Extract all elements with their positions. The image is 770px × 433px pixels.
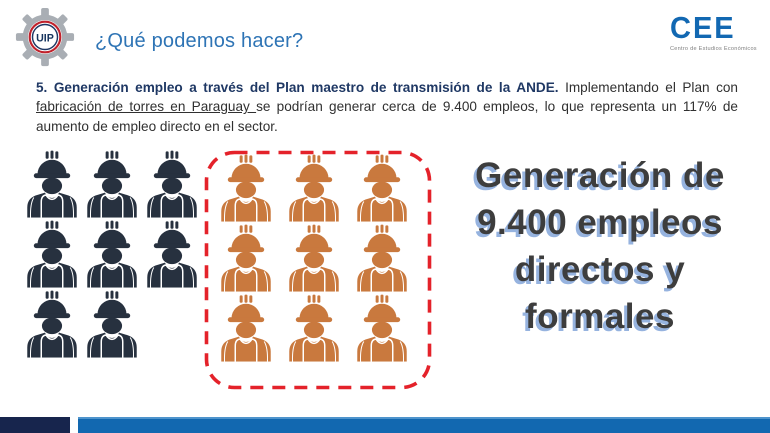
construction-worker-icon <box>354 154 410 222</box>
headline-line-4: formales <box>525 297 675 336</box>
headline-line-1: Generación de <box>475 156 725 195</box>
worker-row <box>218 224 410 292</box>
cee-logo-caption: Centro de Estudios Económicos <box>670 46 757 52</box>
construction-worker-icon <box>144 220 200 288</box>
construction-worker-icon <box>24 220 80 288</box>
slide-title: ¿Qué podemos hacer? <box>95 30 304 52</box>
construction-worker-icon <box>84 220 140 288</box>
construction-worker-icon <box>84 150 140 218</box>
paragraph-rest: se podrían generar cerca de 9.400 empleos, lo que representa un 117% de aumento de empleo directo en el sector. <box>36 99 738 134</box>
construction-worker-icon <box>354 224 410 292</box>
worker-row <box>218 294 410 362</box>
construction-worker-icon <box>218 294 274 362</box>
orange-workers-group <box>218 154 410 364</box>
footer-navy-bar <box>0 417 70 433</box>
cee-logo <box>670 11 757 52</box>
headline <box>433 152 767 340</box>
worker-row <box>24 220 200 288</box>
paragraph-mid: Implementando el Plan con <box>558 80 738 95</box>
worker-row <box>24 290 200 358</box>
uip-logo-text: UIP <box>36 32 54 45</box>
construction-worker-icon <box>286 224 342 292</box>
construction-worker-icon <box>24 150 80 218</box>
construction-worker-icon <box>286 154 342 222</box>
paragraph-underlined: fabricación de torres en Paraguay <box>36 99 257 115</box>
construction-worker-icon <box>218 154 274 222</box>
headline-line-3: directos y <box>514 250 686 289</box>
footer-blue-bar <box>78 417 770 433</box>
worker-row <box>24 150 200 218</box>
body-paragraph <box>36 78 738 136</box>
uip-gear-logo <box>14 6 76 68</box>
construction-worker-icon <box>218 224 274 292</box>
construction-worker-icon <box>84 290 140 358</box>
paragraph-lead-bold: 5. Generación empleo a través del Plan maestro de transmisión de la ANDE. <box>36 80 559 95</box>
construction-worker-icon <box>144 150 200 218</box>
headline-line-2: 9.400 empleos <box>477 203 723 242</box>
construction-worker-icon <box>24 290 80 358</box>
construction-worker-icon <box>354 294 410 362</box>
construction-worker-icon <box>286 294 342 362</box>
cee-logo-text: CEE <box>670 11 736 46</box>
worker-row <box>218 154 410 222</box>
dark-workers-group <box>24 150 200 360</box>
